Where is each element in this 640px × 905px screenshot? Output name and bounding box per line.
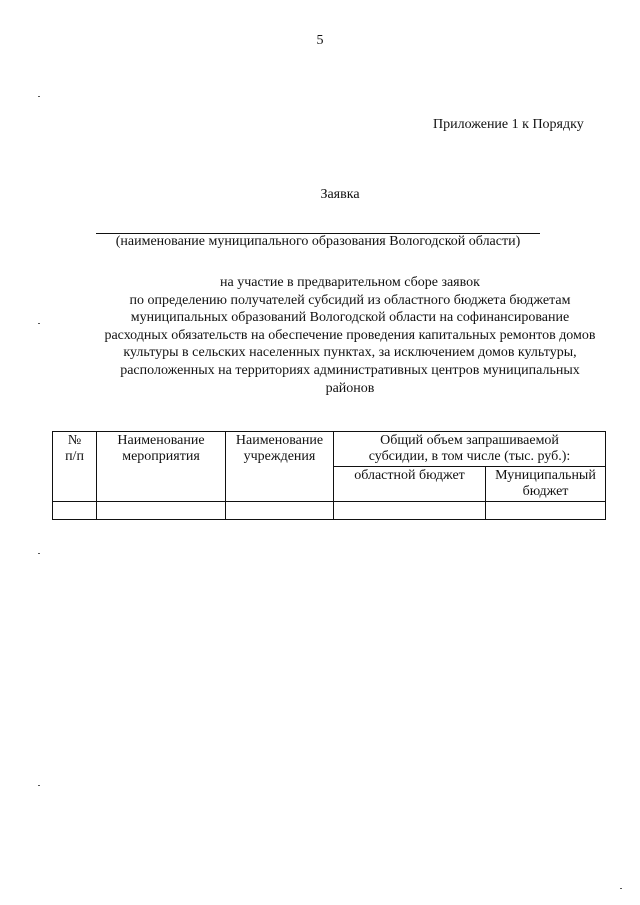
table-cell[interactable]: [486, 502, 606, 520]
municipality-name-caption: (наименование муниципального образования Вологодской области): [115, 234, 521, 249]
purpose-line: культуры в сельских населенных пунктах, за исключением домов культуры,: [123, 345, 577, 361]
table-cell[interactable]: [226, 502, 334, 520]
col-header-event: Наименование мероприятия: [97, 432, 226, 502]
table-cell[interactable]: [97, 502, 226, 520]
col-header-municipal-budget: Муниципальный бюджет: [486, 467, 606, 502]
application-purpose: [50, 274, 640, 397]
page-number: 5: [316, 33, 324, 48]
scan-speck: [38, 323, 40, 324]
col-header-institution: Наименование учреждения: [226, 432, 334, 502]
scan-speck: [620, 888, 622, 889]
table-cell[interactable]: [334, 502, 486, 520]
appendix-label: Приложение 1 к Порядку: [433, 117, 584, 132]
col-header-total-subsidy: Общий объем запрашиваемой субсидии, в том числе (тыс. руб.):: [334, 432, 606, 467]
scan-speck: [38, 785, 40, 786]
purpose-line: расположенных на территориях административных центров муниципальных: [120, 362, 580, 378]
scan-speck: [38, 553, 40, 554]
purpose-line: на участие в предварительном сборе заявок: [220, 275, 480, 290]
document-title: Заявка: [320, 187, 360, 202]
table-cell[interactable]: [53, 502, 97, 520]
scan-speck: [38, 96, 40, 97]
table-row: [53, 502, 606, 520]
col-header-regional-budget: областной бюджет: [334, 467, 486, 502]
purpose-line: муниципальных образований Вологодской области на софинансирование: [130, 310, 570, 326]
table-header-row: [53, 432, 606, 467]
purpose-line: расходных обязательств на обеспечение проведения капитальных ремонтов домов: [104, 327, 596, 343]
purpose-line: по определению получателей субсидий из областного бюджета бюджетам: [129, 292, 571, 308]
purpose-line: районов: [325, 380, 375, 396]
subsidy-request-table: [52, 431, 606, 520]
col-header-number: № п/п: [53, 432, 97, 502]
